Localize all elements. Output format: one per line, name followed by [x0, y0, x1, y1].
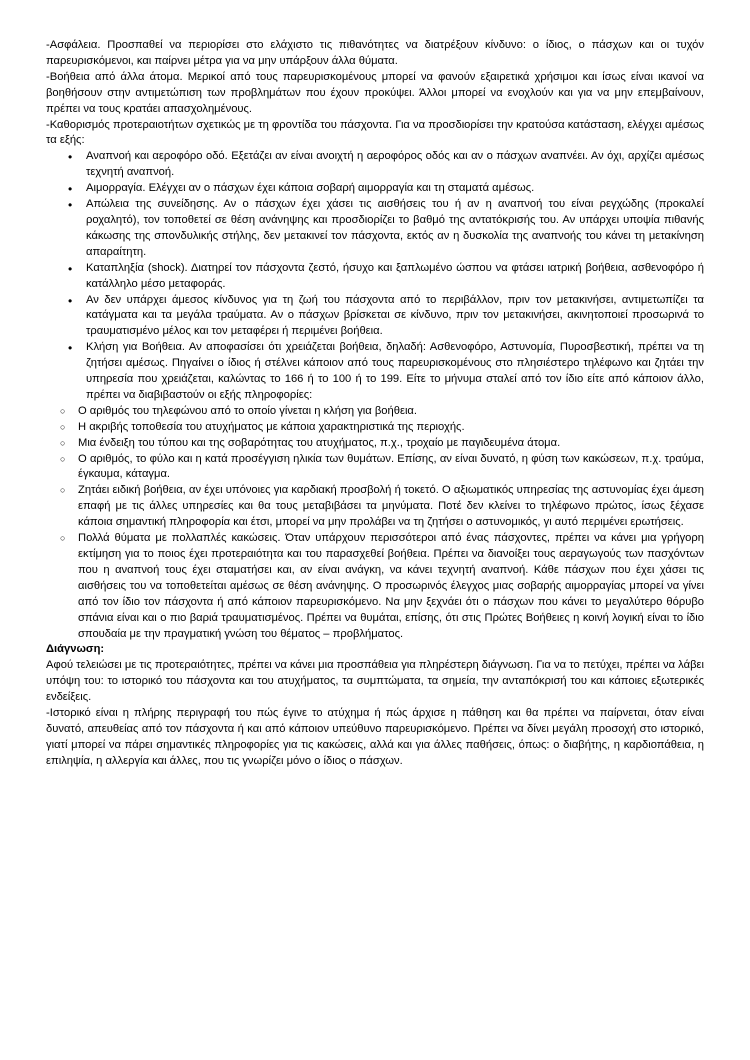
- paragraph-help-from-others: -Βοήθεια από άλλα άτομα. Μερικοί από τους παρευρισκομένους μπορεί να φανούν εξαιρετικά χρήσιμοι και ίσως είναι ικανοί να βοηθήσουν στην αντιμετώπιση των προβλημάτων που έχουν προκύψει. Άλλοι μπορεί να ενοχλούν και για να μην επεμβαίνουν, πρέπει να τους κρατάει απασχολημένους.: [46, 70, 704, 115]
- list-item: ○ Μια ένδειξη του τύπου και της σοβαρότητας του ατυχήματος, π.χ., τροχαίο με παγιδευμένα άτομα.: [46, 436, 704, 452]
- paragraph-history: -Ιστορικό είναι η πλήρης περιγραφή του πώς έγινε το ατύχημα ή πώς άρχισε η πάθηση και θα πρέπει να παίρνεται, όταν είναι δυνατό, απευθείας από τον πάσχοντα ή και από κάποιον υπεύθυνο παρευρισκόμενο. Πρέπει να δίνει μεγάλη προσοχή στο ιστορικό, γιατί μπορεί να πάρει σημαντικές πληροφορίες για τις κακώσεις, αλλά και για άλλες παθήσεις, όπως: ο διαβήτης, η καρδιοπάθεια, η επιληψία, η αλλεργία και άλλες, που τις γνωρίζει μόνο ο ίδιος ο πάσχων.: [46, 707, 704, 767]
- list-item: ○ Πολλά θύματα με πολλαπλές κακώσεις. Όταν υπάρχουν περισσότεροι από ένας πάσχοντες, πρέπει να κάνει μια γρήγορη εκτίμηση για το ποιος έχει προτεραιότητα και του παρασχεθεί βοήθεια. Πρέπει να διανοίξει τους αεραγωγούς των πασχόντων που η αναπνοή τους έχει σταματήσει και, αν είναι ανάγκη, να κάνει τεχνητή αναπνοή. Κάθε πάσχων που έχει χάσει τις αισθήσεις του να τοποθετείται αμέσως σε θέση ανάνηψης. Ο προσωρινός έλεγχος μιας σοβαρής αιμορραγίας μπορεί να γίνει από τον ίδιο τον πάσχοντα ή από κάποιον παρευρισκόμενο. Να μην ξεχνάει ότι ο πάσχων που κάνει το μεγαλύτερο θόρυβο σπάνια είναι και ο πιο βαριά τραυματισμένος. Πρέπει να θυμάται, επίσης, ότι στις Πρώτες Βοήθειες η κοινή λογική είναι το ίδιο σπουδαία με την πραγματική γνώση του θέματος – προβλήματος.: [46, 531, 704, 642]
- priority-bullet-list: [46, 149, 704, 404]
- list-item: • Απώλεια της συνείδησης. Αν ο πάσχων έχει χάσει τις αισθήσεις του ή αν η αναπνοή του είναι ρεγχώδης (προκαλεί ροχαλητό), τον τοποθετεί σε θέση ανάνηψης και προσδιορίζει το βαθμό της αντατόκρισής του. Αν υπάρχει υποψία πιθανής κάκωσης της σπονδυλικής στήλης, δεν μετακινεί τον πάσχοντα, εκτός αν η δυσκολία της αναπνοής του κάνει τη μετακίνηση απαραίτητη.: [46, 197, 704, 261]
- list-item: • Αναπνοή και αεροφόρο οδό. Εξετάζει αν είναι ανοιχτή η αεροφόρος οδός και αν ο πάσχων αναπνέει. Αν όχι, αρχίζει αμέσως τεχνητή αναπνοή.: [46, 149, 704, 181]
- call-for-help-info-list: [46, 404, 704, 643]
- list-item: ○ Ο αριθμός του τηλεφώνου από το οποίο γίνεται η κλήση για βοήθεια.: [46, 404, 704, 420]
- list-item: • Αν δεν υπάρχει άμεσος κίνδυνος για τη ζωή του πάσχοντα από το περιβάλλον, πριν τον μετακινήσει, αντιμετωπίζει τα κατάγματα και τα μεγάλα τραύματα. Αν ο πάσχων βρίσκεται σε κίνδυνο, πριν τον μετακινήσει, ακινητοποιεί προσωρινά το τραυματισμένο μέλος και τον μεταφέρει ή περιμένει βοήθεια.: [46, 293, 704, 341]
- list-item: ○ Η ακριβής τοποθεσία του ατυχήματος με κάποια χαρακτηριστικά της περιοχής.: [46, 420, 704, 436]
- list-item: ○ Ο αριθμός, το φύλο και η κατά προσέγγιση ηλικία των θυμάτων. Επίσης, αν είναι δυνατό, η φύση των κακώσεων, π.χ. τραύμα, έγκαυμα, κάταγμα.: [46, 452, 704, 484]
- list-item: • Καταπληξία (shock). Διατηρεί τον πάσχοντα ζεστό, ήσυχο και ξαπλωμένο ώσπου να φτάσει ιατρική βοήθεια, ασθενοφόρο ή κατάλληλο μέσο μεταφοράς.: [46, 261, 704, 293]
- list-item: • Κλήση για Βοήθεια. Αν αποφασίσει ότι χρειάζεται βοήθεια, δηλαδή: Ασθενοφόρο, Αστυνομία, Πυροσβεστική, πρέπει να τη ζητήσει αμέσως. Πηγαίνει ο ίδιος ή στέλνει κάποιον από τους παρευρισκομένους στο πλησιέστερο τηλέφωνο και ζητάει την υπηρεσία που χρειάζεται, καλώντας το 166 ή το 100 ή το 199. Είτε το μήνυμα σταλεί από τον ίδιο είτε από κάποιον άλλο, πρέπει να διαβιβαστούν οι εξής πληροφορίες:: [46, 340, 704, 404]
- section-heading-diagnosis: Διάγνωση:: [46, 643, 105, 656]
- paragraph-diagnosis-intro: Αφού τελειώσει με τις προτεραιότητες, πρέπει να κάνει μια προσπάθεια για πληρέστερη διάγνωση. Για να το πετύχει, πρέπει να λάβει υπόψη του: το ιστορικό του πάσχοντα και του ατυχήματος, τα συμπτώματα, τα σημεία, την ανταπόκρισή του και κάποιες εξωτερικές ενδείξεις.: [46, 659, 704, 704]
- paragraph-priorities: -Καθορισμός προτεραιοτήτων σχετικώς με τη φροντίδα του πάσχοντα. Για να προσδιορίσει την κρατούσα κατάσταση, ελέγχει αμέσως τα εξής:: [46, 118, 704, 147]
- paragraph-safety: -Ασφάλεια. Προσπαθεί να περιορίσει στο ελάχιστο τις πιθανότητες να διατρέξουν κίνδυνο: ο ίδιος, ο πάσχων και οι τυχόν παρευρισκόμενοι, και παίρνει μέτρα για να μην υπάρξουν άλλα θύματα.: [46, 39, 704, 67]
- intro-section: [46, 38, 704, 149]
- diagnosis-section: [46, 658, 704, 769]
- list-item: • Αιμορραγία. Ελέγχει αν ο πάσχων έχει κάποια σοβαρή αιμορραγία και τη σταματά αμέσως.: [46, 181, 704, 197]
- list-item: ○ Ζητάει ειδική βοήθεια, αν έχει υπόνοιες για καρδιακή προσβολή ή τοκετό. Ο αξιωματικός υπηρεσίας της αστυνομίας έχει άμεση επαφή με τις άλλες υπηρεσίες και θα τους μεταβιβάσει τα μηνύματα. Ποτέ δεν κλείνει το τηλέφωνο πρώτος, ίσως ξέχασε κάποια σημαντική πληροφορία και έτσι, μπορεί να μην προλάβει να τη ζητήσει ο αστυνομικός, γι αυτό περιμένει ερωτήσεις.: [46, 483, 704, 531]
